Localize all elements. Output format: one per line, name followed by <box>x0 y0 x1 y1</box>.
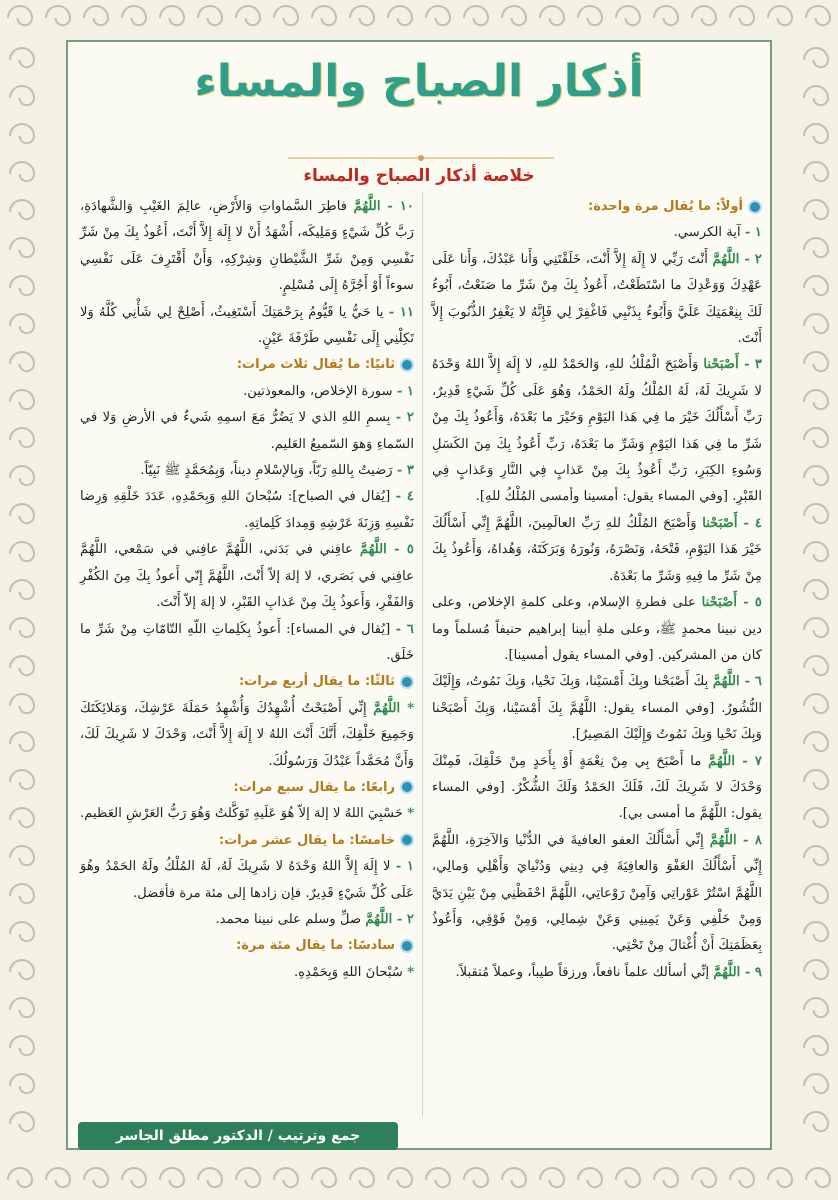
dhikr-item <box>80 617 414 670</box>
dhikr-item <box>432 669 762 748</box>
dhikr-text: يا حَيُّ يا قَيُّومُ بِرَحْمَتِكَ أَسْتَغِيثُ، أَصْلِحْ لِي شَأْنِي كُلَّهُ وَلا تَكِلْنِي إِلَى نَفْسِي طَرْفَةَ عَيْنٍ. <box>80 304 414 347</box>
section-bullet-icon <box>400 358 414 372</box>
dhikr-text: فاطِرَ السَّماواتِ وَالأَرْضِ، عالِمَ الغَيْبِ وَالشَّهادَةِ، رَبَّ كُلِّ شَيْءٍ وَمَلِيكَه، أَشْهَدُ أَنْ لا إِلَهَ إِلاَّ أَنْتَ، أَعُوذُ بِكَ مِنْ شَرِّ نَفْسِي وَمِنْ شَرِّ الشَّيْطانِ وَشِرْكِهِ، وَأَنْ أَقْتَرِفَ عَلَى نَفْسِي سوءاً أَوْ أَجُرَّهُ إِلَى مُسْلِمٍ. <box>80 199 414 294</box>
dhikr-item <box>432 960 762 986</box>
page-panel <box>66 40 772 1150</box>
dhikr-lead: ٣ - أَصْبَحْنا <box>703 357 762 373</box>
section-heading <box>432 194 762 220</box>
dhikr-item <box>432 590 762 669</box>
dhikr-text: سورة الإخلاص، والمعوذتين. <box>243 383 397 399</box>
dhikr-lead: ١ - <box>395 859 414 875</box>
section-heading <box>80 933 414 959</box>
dhikr-lead: ٤ - أَصْبَحْنا <box>702 515 762 531</box>
section-heading-text: سادسًا: ما يقال مئة مرة: <box>236 938 395 954</box>
dhikr-item <box>80 300 414 353</box>
page-subtitle: خلاصة أذكار الصباح والمساء <box>303 166 535 186</box>
dhikr-item <box>80 696 414 775</box>
dhikr-text: آية الكرسي. <box>673 225 745 241</box>
section-heading <box>80 828 414 854</box>
dhikr-text: بِسمِ اللهِ الذي لا يَضُرُّ مَعَ اسمِهِ شَيءٌ في الأرضِ وَلا في السّماءِ وَهوَ السّميعُ العَليم. <box>80 410 414 452</box>
dhikr-lead: ٩ - اللَّهُمَّ <box>713 964 762 980</box>
dhikr-item <box>432 828 762 960</box>
dhikr-lead: ٢ - اللَّهُمَّ <box>712 251 762 267</box>
section-heading <box>80 775 414 801</box>
dhikr-lead: ٤ - <box>395 489 414 505</box>
section-bullet-icon <box>748 200 762 214</box>
section-heading-text: ثالثًا: ما يقال أربع مرات: <box>238 674 395 690</box>
dhikr-text: رَضيتُ بِاللهِ رَبّاً، وَبِالإسْلامِ ديناً، وَبِمُحَمَّدٍ ﷺ نَبِيّاً. <box>140 463 397 479</box>
dhikr-item <box>80 960 414 986</box>
section-heading-text: أولاً: ما يُقال مرة واحدة: <box>588 199 743 214</box>
dhikr-text: وَأَصْبَحَ الْمُلْكُ للهِ، وَالحَمْدُ للهِ، لا إِلَهَ إِلاَّ اللهُ وَحْدَهُ لا شَرِيكَ لَهُ، لَهُ المُلْكُ ولَهُ الحَمْدُ، وَهُوَ عَلَى كُلِّ شَيْءٍ قَدِيرٌ، رَبِّ أَسْأَلُكَ خَيْرَ ما فِي هَذا اليَوْمِ وَخَيْرَ ما بَعْدَهُ، وَأَعُوذُ بِكَ مِنْ شَرِّ ما فِي هَذا اليَوْمِ وَشَرِّ ما بَعْدَهُ، رَبِّ أَعُوذُ بِكَ مِنَ الكَسَلِ وَسُوءِ الكِبَرِ، رَبِّ أَعُوذُ بِكَ مِنْ عَذابٍ فِي النَّارِ وَعَذابٍ فِي القَبْرِ. [وفي المساء يقول: أمسينا وأمسى المُلْكُ للهِ]. <box>432 357 762 505</box>
dhikr-text: حَسْبِيَ اللهُ لا إلهَ إلاّ هُوَ عَلَيهِ تَوَكَّلتُ وَهُوَ رَبُّ العَرْشِ العَظيم. <box>80 806 408 822</box>
dhikr-lead: * <box>407 806 414 822</box>
dhikr-text: أَنْتَ رَبِّي لا إِلَهَ إِلاَّ أَنْتَ، خَلَقْتَنِي وَأَنا عَبْدُكَ، وَأَنا عَلَى عَهْدِكَ وَوَعْدِكَ ما اسْتَطَعْتُ، أَعُوذُ بِكَ مِنْ شَرِّ ما صَنَعْتُ، أَبُوءُ لَكَ بِنِعْمَتِكَ عَلَيَّ وَأَبُوءُ بِذَنْبِي فَاغْفِرْ لِي فَإِنَّهُ لا يَغْفِرُ الذُّنُوبَ إِلاَّ أَنْتَ. <box>432 251 762 347</box>
dhikr-text: صلِّ وسلم على نبينا محمد. <box>215 911 366 927</box>
dhikr-item <box>80 801 414 827</box>
dhikr-lead: ٦ - اللَّهُمَّ <box>712 674 762 690</box>
dhikr-text: إِنِّي أَصْبَحْتُ أُشْهِدُكَ وَأُشْهِدُ حَمَلَةَ عَرْشِكَ، وَمَلائِكَتَكَ وَجَمِيعَ خَلْقِكَ، أَنَّكَ أَنْتَ اللهُ لا إِلَهَ إِلاَّ أَنْتَ، وَحْدَكَ لا شَرِيكَ لَكَ، وَأَنَّ مُحَمَّداً عَبْدُكَ وَرَسُولُكَ. <box>80 700 414 769</box>
dhikr-lead: ٢ - اللَّهُمَّ <box>365 911 414 927</box>
dhikr-lead: ١١ - <box>388 304 414 320</box>
dhikr-lead: ٢ - <box>395 410 414 426</box>
dhikr-text: لا إِلَهَ إِلاَّ اللهُ وَحْدَهُ لا شَرِيكَ لَهُ، لَهُ المُلْكُ ولَهُ الحَمْدُ وهُوَ عَلَى كُلِّ شَيْءٍ قَدِيرٌ. فإن زادها إلى مئة مرة فأفضل. <box>80 859 414 901</box>
dhikr-item <box>80 379 414 405</box>
section-heading <box>80 669 414 695</box>
section-bullet-icon <box>400 939 414 953</box>
dhikr-lead: ٥ - أَصْبَحْنا <box>701 595 762 611</box>
dhikr-text: عافِني في بَدَني، اللَّهُمَّ عافِني في سَمْعي، اللَّهُمَّ عافِني في بَصَري، لا إلهَ إلاّ أَنْتَ، اللَّهُمَّ إِنّي أَعوذُ بِكَ مِنَ الكُفْرِ وَالفَقْرِ، وَأَعوذُ بِكَ مِنْ عَذابِ القَبْرِ، لا إلهَ إلاّ أَنْتَ. <box>80 542 414 611</box>
dhikr-text: إِنِّي أَسْأَلُكَ العفو العافيةَ في الدُّنْيا وَالآخِرَةِ، اللَّهُمَّ إِنِّي أَسْأَلُكَ العَفْوَ وَالعافِيَةَ فِي دِينِي وَدُنْيايَ وَأَهْلِي وَمالِي، اللَّهُمَّ اسْتُرْ عَوْراتِي وَآمِنْ رَوْعاتِي، اللَّهُمَّ احْفَظْنِي مِنْ بَيْنِ يَدَيَّ وَمِنْ خَلْفِي وَعَنْ يَمِينِي وَعَنْ شِمالِي، وَمِنْ فَوْقِي، وَأَعُوذُ بِعَظَمَتِكَ أَنْ أُغْتالَ مِنْ تَحْتِي. <box>432 832 762 954</box>
dhikr-text: بِكَ أَصْبَحْنا وبِكَ أَمْسَيْنا، وَبِكَ نَحْيا، وَبِكَ نَمُوتُ، وَإِلَيْكَ النُّشُورُ. [وفي المساء يقول: اللَّهُمَّ بِكَ أَمْسَيْنا، وَبِكَ أَصْبَحْنا وَبِكَ نَحْيا وَبِكَ نَمُوتُ وَإِلَيْكَ المَصِيرُ]. <box>432 674 762 743</box>
dhikr-text: سُبْحانَ اللهِ وَبِحَمْدِهِ. <box>293 964 408 980</box>
dhikr-item <box>80 405 414 458</box>
dhikr-lead: ٧ - اللَّهُمَّ <box>708 753 762 769</box>
section-heading-text: ثانيًا: ما يُقال ثلاث مرات: <box>236 357 395 373</box>
dhikr-lead: ١٠ - اللَّهُمَّ <box>353 199 414 214</box>
dhikr-text: على فطرةِ الإسلام، وعلى كلمةِ الإخلاص، وعلى دين نبينا محمدٍ ﷺ، وعلى ملةِ أبينا إبراهيم حنيفاً مُسلماً وما كان من المشركين. [وفي المساء يقول أمسينا]. <box>432 595 762 663</box>
dhikr-lead: ١ - <box>744 225 762 241</box>
footer-credit: جمع وترتيب / الدكتور مطلق الجاسر <box>78 1122 398 1150</box>
dhikr-text: [يُقال في المساء]: أَعوذُ بِكَلِماتِ اللّهِ التّامّاتِ مِنْ شَرِّ ما خَلَق. <box>80 621 414 663</box>
dhikr-lead: ٣ - <box>396 463 414 479</box>
dhikr-lead: * اللَّهُمَّ <box>373 700 415 716</box>
dhikr-item <box>432 352 762 510</box>
left-column <box>80 194 414 986</box>
dhikr-item <box>432 247 762 353</box>
dhikr-item <box>80 194 414 300</box>
page-title: أذكار الصباح والمساء <box>194 56 644 107</box>
column-divider <box>422 192 423 1117</box>
dhikr-item <box>80 537 414 616</box>
dhikr-item <box>80 484 414 537</box>
dhikr-lead: ١ - <box>396 383 414 399</box>
dhikr-text: وَأَصْبَحَ المُلْكُ للهِ رَبِّ العالَمِينَ، اللَّهُمَّ إِنِّي أَسْأَلُكَ خَيْرَ هَذا اليَوْمِ، فَتْحَهُ، وَنَصْرَهُ، وَنُورَهُ وَبَرَكَتَهُ، وَهُداهُ، وَأَعُوذُ بِكَ مِنْ شَرِّ ما فِيهِ وَشَرِّ ما بَعْدَهُ. <box>432 515 762 584</box>
title-divider-ornament <box>288 154 554 162</box>
dhikr-lead: ٥ - اللَّهُمَّ <box>359 542 414 558</box>
dhikr-item <box>80 458 414 484</box>
section-heading-text: رابعًا: ما يقال سبع مرات: <box>233 779 395 795</box>
dhikr-item <box>432 749 762 828</box>
dhikr-lead: ٦ - <box>395 621 414 637</box>
dhikr-text: ما أَصْبَحَ بِي مِنْ نِعْمَةٍ أَوْ بِأَحَدٍ مِنْ خَلْقِكَ، فَمِنْكَ وَحْدَكَ لا شَرِيكَ لَكَ، فَلَكَ الحَمْدُ وَلَكَ الشُّكْرُ. [وفي المساء يقول: اللَّهُمَّ ما أمسى بي]. <box>432 753 762 822</box>
section-bullet-icon <box>400 833 414 847</box>
section-bullet-icon <box>400 780 414 794</box>
dhikr-item <box>80 854 414 907</box>
right-column <box>432 194 762 986</box>
section-heading-text: خامسًا: ما يقال عشر مرات: <box>218 832 395 848</box>
section-bullet-icon <box>400 675 414 689</box>
dhikr-lead: * <box>407 964 414 980</box>
dhikr-lead: ٨ - اللَّهُمَّ <box>709 832 762 848</box>
dhikr-item <box>432 220 762 246</box>
dhikr-item <box>432 511 762 590</box>
section-heading <box>80 352 414 378</box>
dhikr-item <box>80 907 414 933</box>
dhikr-text: [يُقال في الصباح]: سُبْحانَ اللهِ وَبِحَمْدِهِ، عَدَدَ خَلْقِهِ وَرِضا نَفْسِهِ وَزِنَةَ عَرْشِهِ وَمِدادَ كَلِماتِهِ. <box>80 489 414 531</box>
dhikr-text: إنِّي أسألك علماً نافعاً، ورزقاً طيباً، وعملاً مُتقبلاً. <box>455 964 714 980</box>
